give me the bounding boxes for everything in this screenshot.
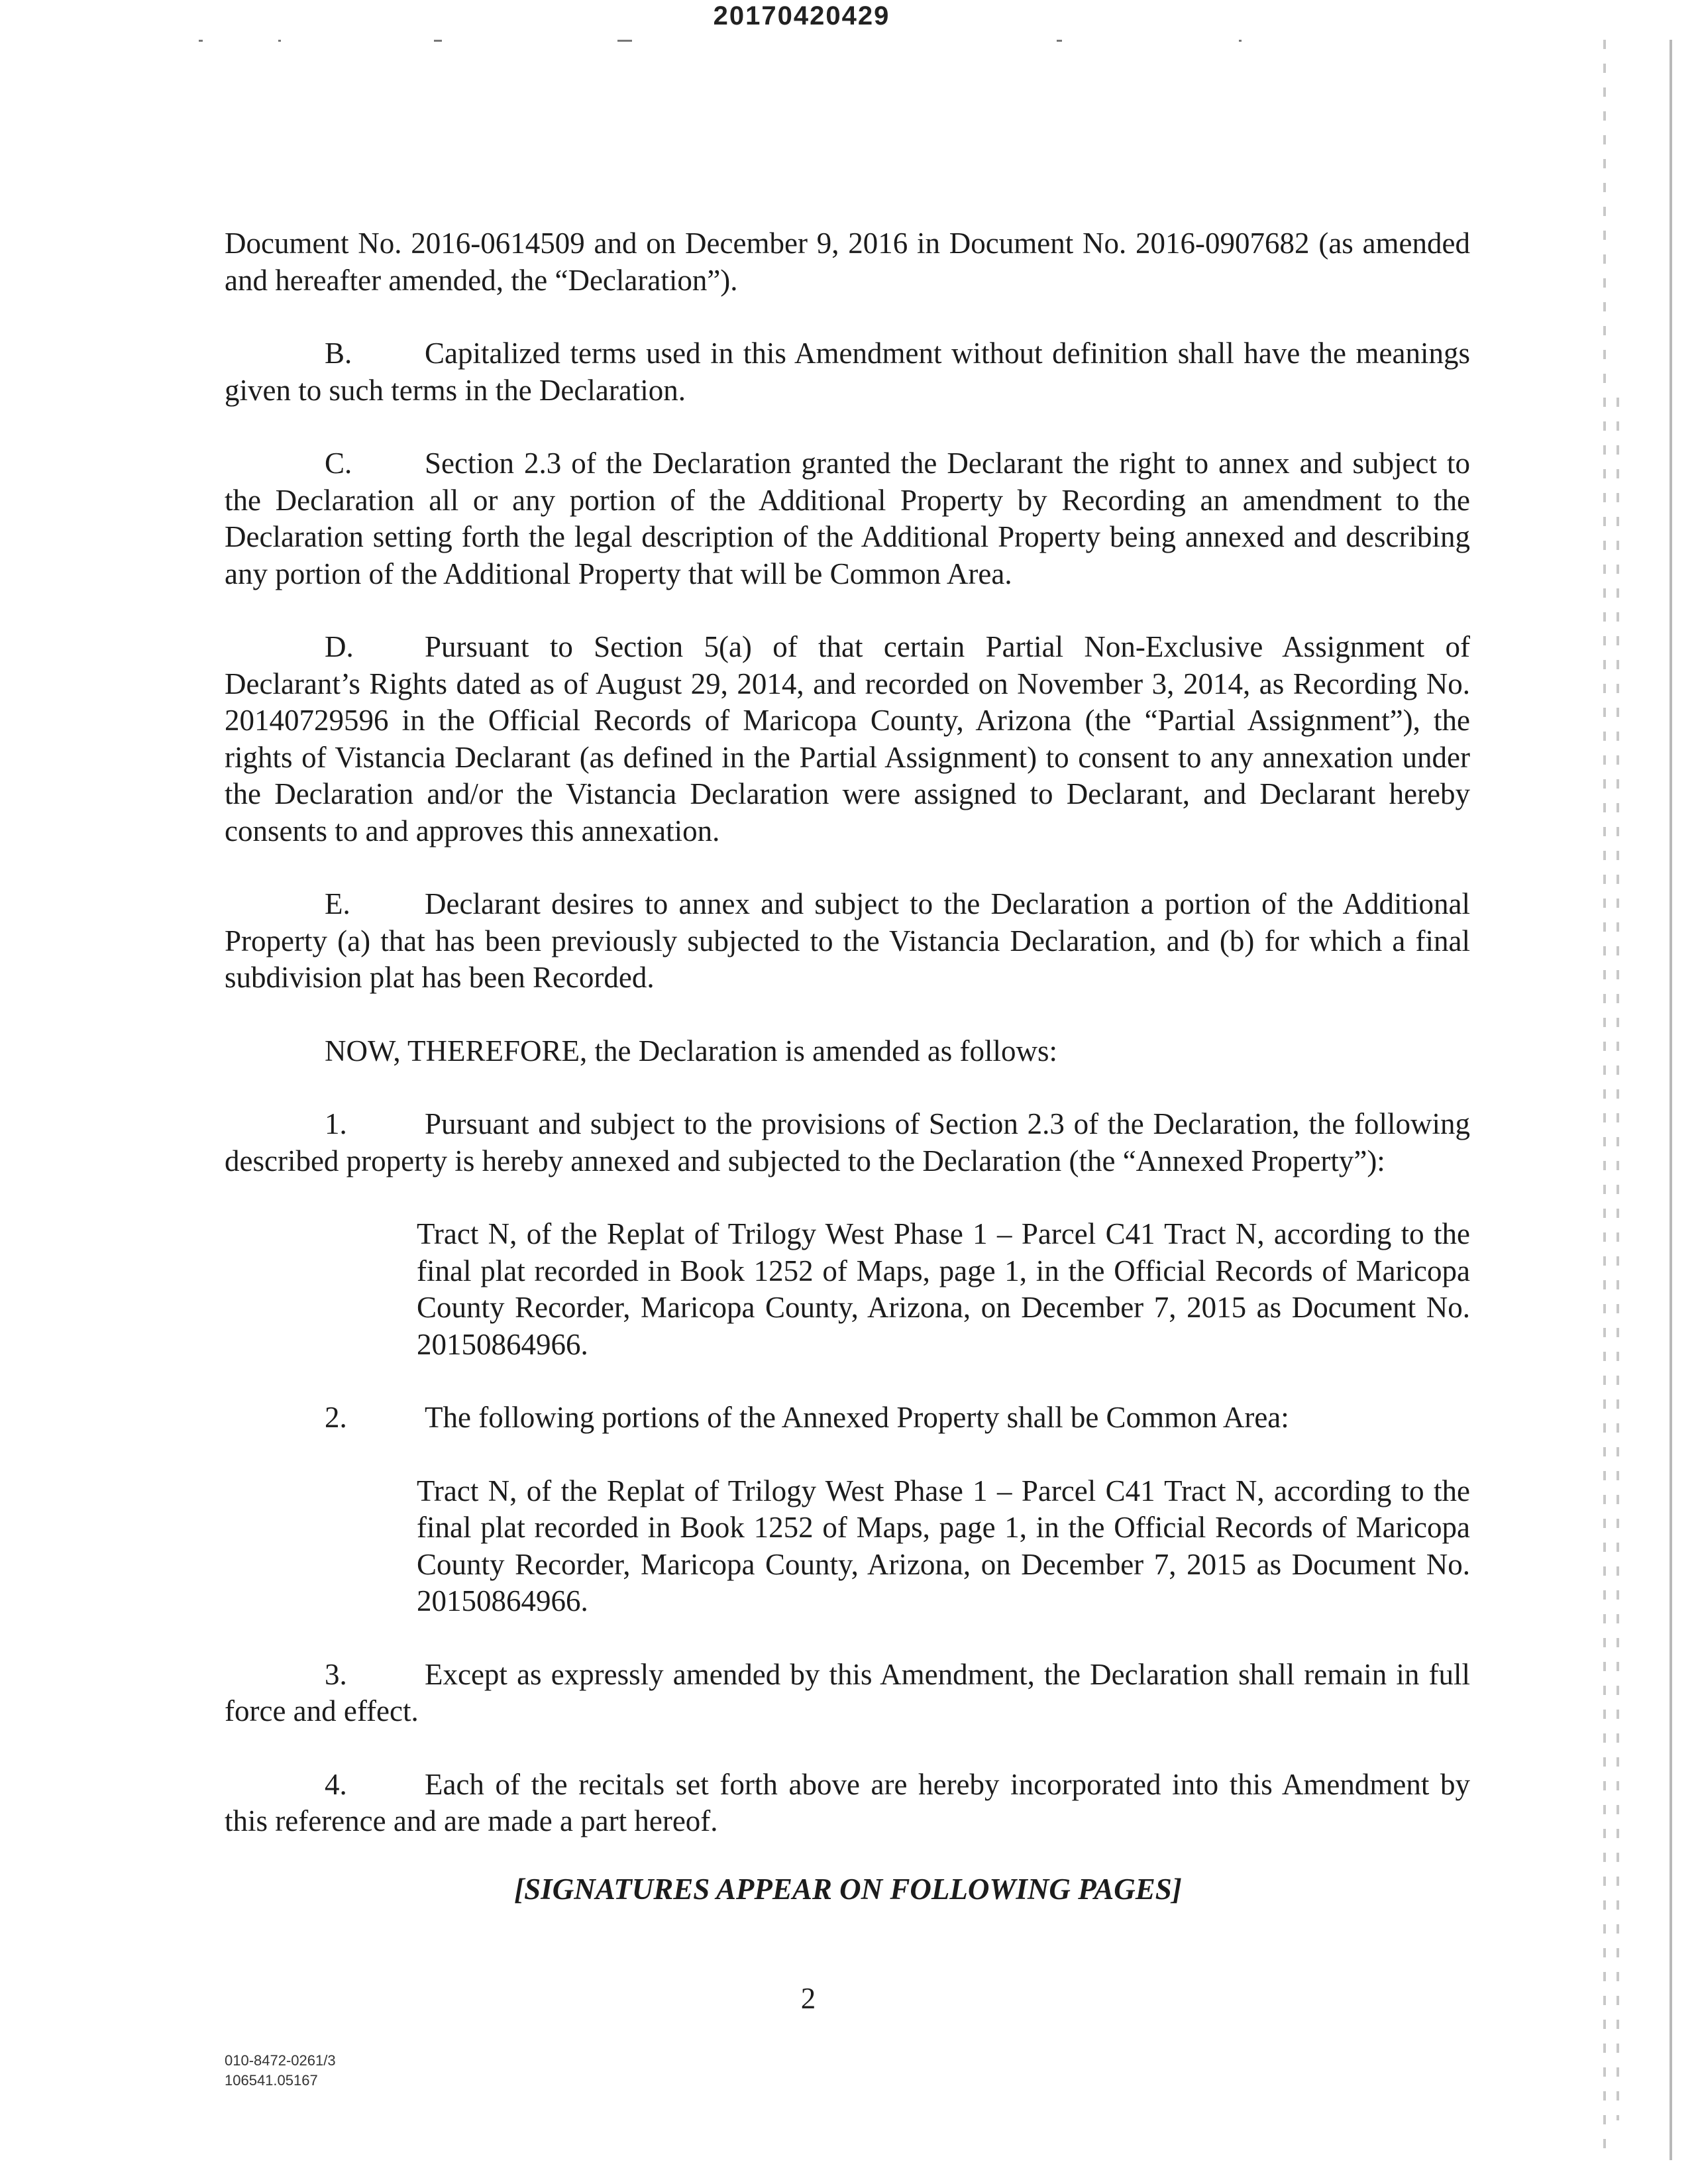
recital-e xyxy=(225,886,1470,997)
item-1-text: Pursuant and subject to the provisions of Section 2.3 of the Declaration, the following described property is hereby annexed and subjected to the Declaration (the “Annexed Property”): xyxy=(225,1107,1470,1177)
item-4-label: 4. xyxy=(325,1767,347,1801)
recital-b-label: B. xyxy=(325,337,352,370)
recital-b xyxy=(225,335,1470,409)
amendment-item-4 xyxy=(225,1767,1470,1840)
page-number: 2 xyxy=(800,1982,816,2015)
item-3-text: Except as expressly amended by this Amendment, the Declaration shall remain in full force and effect. xyxy=(225,1657,1470,1727)
recital-d xyxy=(225,629,1470,849)
recital-e-text: Declarant desires to annex and subject to the Declaration a portion of the Additional Property (a) that has been previously subjected to the Vistancia Declaration, and (b) for which a final subdivision plat has been Recorded. xyxy=(225,887,1470,994)
recital-c-label: C. xyxy=(325,447,352,480)
recital-c-text: Section 2.3 of the Declaration granted the Declarant the right to annex and subject to the Declaration all or any portion of the Additional Property by Recording an amendment to the Declaration setting forth the legal description of the Additional Property being annexed and describing any portion of the Additional Property that will be Common Area. xyxy=(225,447,1470,590)
item-1-label: 1. xyxy=(325,1107,347,1140)
item-4-text: Each of the recitals set forth above are hereby incorporated into this Amendment by this reference and are made a part hereof. xyxy=(225,1767,1470,1837)
signatures-note: [SIGNATURES APPEAR ON FOLLOWING PAGES] xyxy=(514,1873,1182,1906)
recital-c xyxy=(225,445,1470,592)
scan-edge-dashes-right xyxy=(1616,398,1619,2120)
now-therefore-clause: NOW, THEREFORE, the Declaration is amended as follows: xyxy=(325,1034,1058,1067)
legal-description-1: Tract N, of the Replat of Trilogy West Phase 1 – Parcel C41 Tract N, according to the final plat recorded in Book 1252 of Maps, page 1, in the Official Records of Maricopa County Recorder, Maricopa County, Arizona, on December 7, 2015 as Document No. 20150864966. xyxy=(417,1217,1470,1361)
amendment-item-2 xyxy=(225,1399,1470,1437)
document-body xyxy=(225,225,1470,1840)
recital-d-text: Pursuant to Section 5(a) of that certain Partial Non-Exclusive Assignment of Declarant’s Rights dated as of August 29, 2014, and recorded on November 3, 2014, as Recording No. 20140729596 in the Official Records of Maricopa County, Arizona (the “Partial Assignment”), the rights of Vistancia Declarant (as defined in the Partial Assignment) to consent to any annexation under the Declaration and/or the Vistancia Declaration were assigned to Declarant, and Declarant hereby consents to and approves this annexation. xyxy=(225,630,1470,847)
item-2-label: 2. xyxy=(325,1401,347,1434)
footer-code-1: 010-8472-0261/3 xyxy=(225,2052,336,2069)
item-2-text: The following portions of the Annexed Property shall be Common Area: xyxy=(425,1401,1289,1434)
intro-paragraph: Document No. 2016-0614509 and on December 9, 2016 in Document No. 2016-0907682 (as amended and hereafter amended, the “Declaration”). xyxy=(225,227,1470,297)
footer-code-2: 106541.05167 xyxy=(225,2072,318,2089)
amendment-item-3 xyxy=(225,1657,1470,1730)
amendment-item-1 xyxy=(225,1106,1470,1179)
legal-description-2: Tract N, of the Replat of Trilogy West Phase 1 – Parcel C41 Tract N, according to the final plat recorded in Book 1252 of Maps, page 1, in the Official Records of Maricopa County Recorder, Maricopa County, Arizona, on December 7, 2015 as Document No. 20150864966. xyxy=(417,1474,1470,1617)
scan-artifacts xyxy=(199,40,1259,53)
recital-b-text: Capitalized terms used in this Amendment without definition shall have the meanings given to such terms in the Declaration. xyxy=(225,337,1470,407)
recital-d-label: D. xyxy=(325,630,354,663)
scan-edge-line xyxy=(1670,40,1672,2160)
recital-e-label: E. xyxy=(325,887,350,920)
item-3-label: 3. xyxy=(325,1657,347,1691)
footer-codes xyxy=(225,2051,336,2091)
recording-number: 20170420429 xyxy=(713,1,890,30)
scan-edge-dashes-left xyxy=(1603,40,1606,2160)
